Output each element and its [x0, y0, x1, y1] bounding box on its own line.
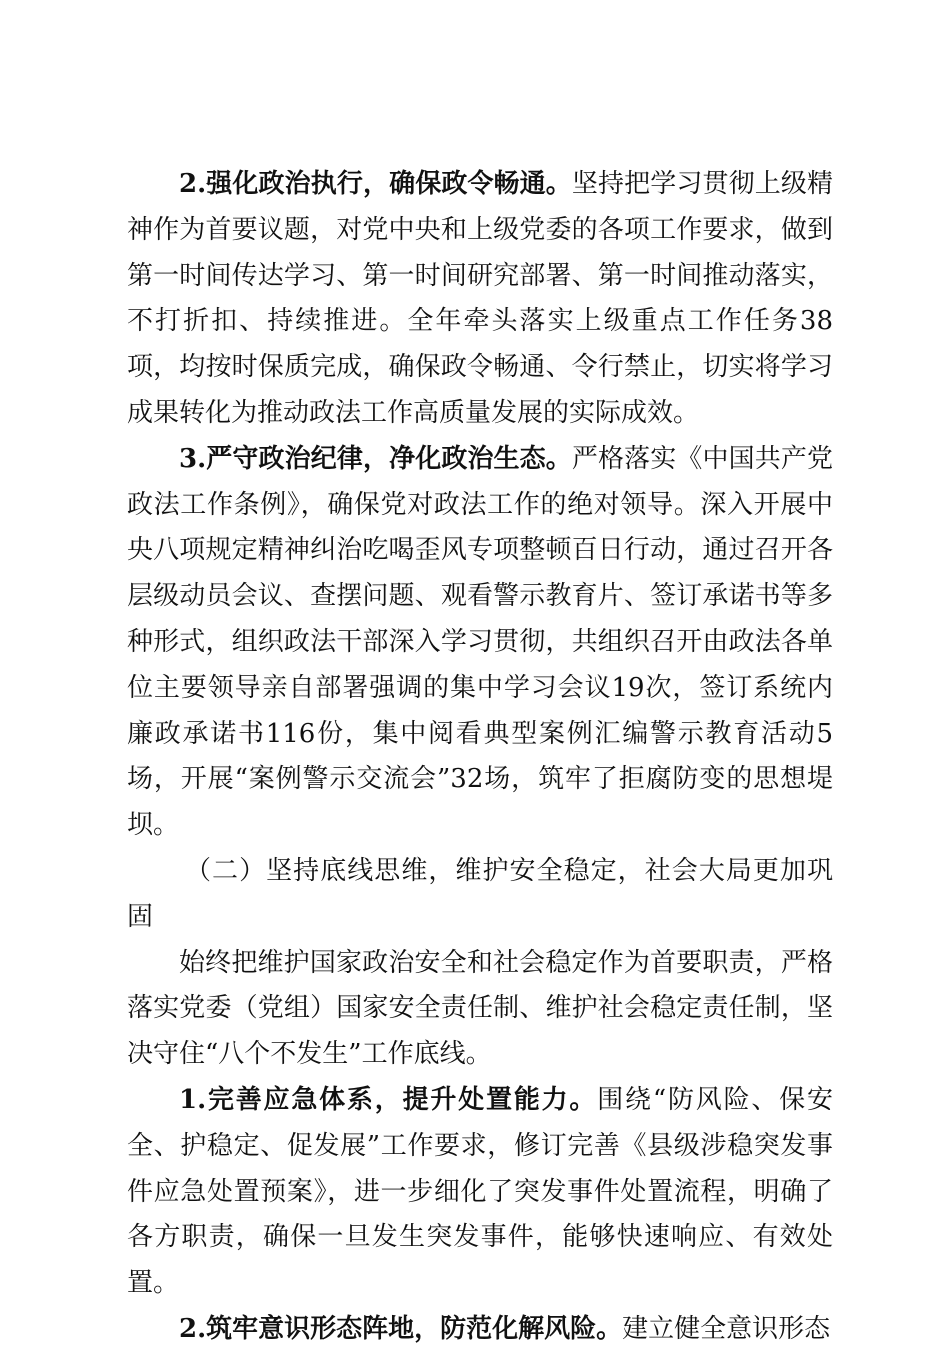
- document-page: [127, 162, 833, 1353]
- paragraph-political-discipline: [127, 437, 833, 849]
- section-heading-text: （二）坚持底线思维，维护安全稳定，社会大局更加巩固: [127, 855, 833, 932]
- paragraph-lead: 2.强化政治执行，确保政令畅通。: [179, 169, 572, 199]
- paragraph-body: 始终把维护国家政治安全和社会稳定作为首要职责，严格落实党委（党组）国家安全责任制、维护社会稳定责任制，坚决守住“八个不发生”工作底线。: [127, 947, 833, 1070]
- paragraph-political-execution: [127, 162, 833, 437]
- paragraph-body: 严格落实《中国共产党政法工作条例》，确保党对政法工作的绝对领导。深入开展中央八项规定精神纠治吃喝歪风专项整顿百日行动，通过召开各层级动员会议、查摆问题、观看警示教育片、签订承诺书等多种形式，组织政法干部深入学习贯彻，共组织召开由政法各单位主要领导亲自部署强调的集中学习会议19次，签订系统内廉政承诺书116份，集中阅看典型案例汇编警示教育活动5场，开展“案例警示交流会”32场，筑牢了拒腐防变的思想堤坝。: [127, 443, 833, 841]
- paragraph-emergency-system: [127, 1078, 833, 1307]
- section-heading: [127, 849, 833, 941]
- paragraph-body: 建立健全意识形态: [622, 1313, 831, 1344]
- paragraph-body: 坚持把学习贯彻上级精神作为首要议题，对党中央和上级党委的各项工作要求，做到第一时间传达学习、第一时间研究部署、第一时间推动落实，不打折扣、持续推进。全年牵头落实上级重点工作任务38项，均按时保质完成，确保政令畅通、令行禁止，切实将学习成果转化为推动政法工作高质量发展的实际成效。: [127, 169, 833, 428]
- paragraph-body: 围绕“防风险、保安全、护稳定、促发展”工作要求，修订完善《县级涉稳突发事件应急处置预案》，进一步细化了突发事件处置流程，明确了各方职责，确保一旦发生突发事件，能够快速响应、有效处置。: [127, 1084, 833, 1299]
- paragraph-lead: 2.筑牢意识形态阵地，防范化解风险。: [179, 1313, 623, 1344]
- paragraph-lead: 1.完善应急体系，提升处置能力。: [179, 1084, 598, 1115]
- paragraph-ideology: [127, 1307, 833, 1353]
- paragraph-section-intro: [127, 941, 833, 1078]
- paragraph-lead: 3.严守政治纪律，净化政治生态。: [179, 443, 572, 474]
